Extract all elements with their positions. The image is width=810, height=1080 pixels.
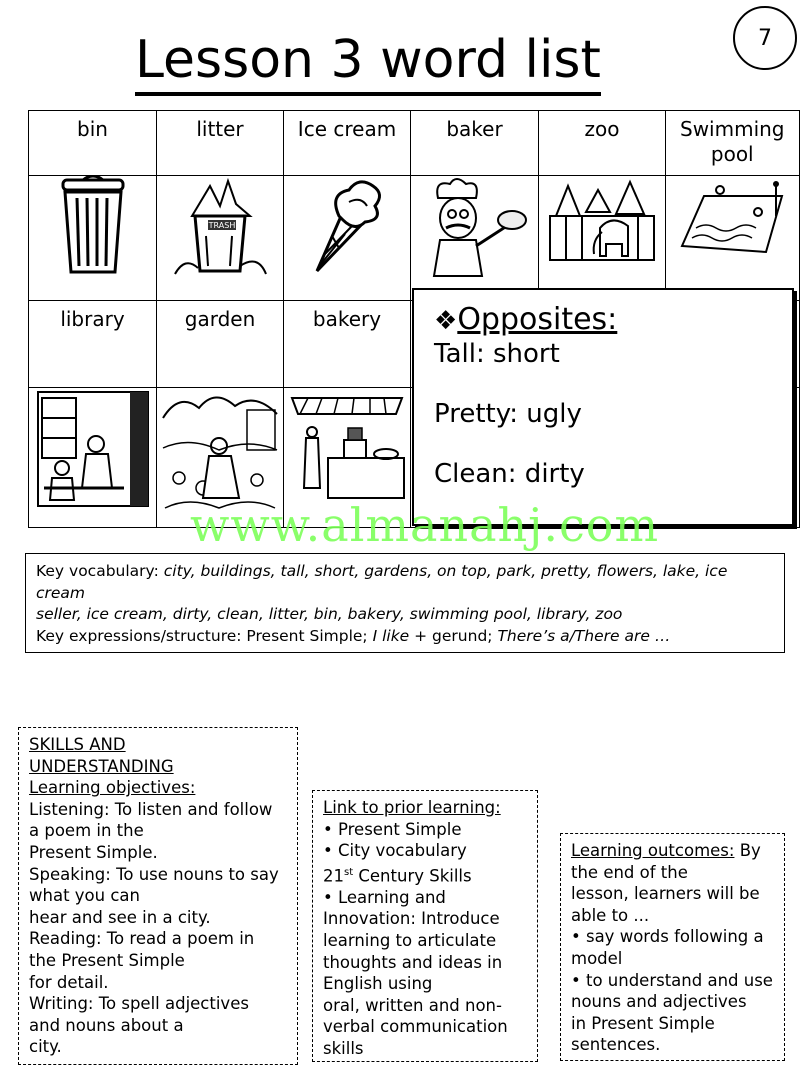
key-vocabulary-box	[25, 553, 785, 653]
word-label: garden	[184, 307, 256, 331]
skills-line: city.	[29, 1037, 62, 1057]
opposite-pair: Tall: short	[434, 339, 560, 369]
garden-icon	[159, 388, 281, 516]
prior-line: • Learning and	[323, 887, 446, 907]
picture-cell	[157, 176, 284, 301]
word-cell	[411, 111, 539, 176]
outcome-line: model	[571, 948, 623, 968]
prior-heading: Link to prior learning:	[323, 798, 501, 817]
skills-line: and nouns about a	[29, 1015, 184, 1035]
prior-line: verbal communication	[323, 1017, 508, 1037]
key-vocab-label: Key vocabulary:	[36, 562, 164, 580]
outcome-line: the end of the	[571, 862, 688, 882]
page-title: Lesson 3 word list	[135, 28, 601, 96]
word-label: baker	[446, 117, 503, 141]
outcome-line: • to understand and use	[571, 970, 773, 990]
word-cell	[29, 111, 157, 176]
prior-line: oral, written and non-	[323, 995, 502, 1015]
skills-line: the Present Simple	[29, 950, 185, 970]
outcome-line: lesson, learners will be	[571, 884, 760, 904]
opposites-heading: Opposites:	[457, 302, 618, 337]
skills-box	[18, 727, 298, 1065]
outcomes-heading: Learning outcomes:	[571, 841, 735, 860]
skills-line: Listening: To listen and follow	[29, 799, 273, 819]
word-cell	[29, 301, 157, 388]
trash-bin-icon	[53, 176, 133, 276]
skills-line: Reading: To read a poem in	[29, 929, 255, 949]
picture-cell	[411, 176, 539, 301]
word-label: library	[60, 307, 125, 331]
word-label: zoo	[584, 117, 620, 141]
learning-outcomes-box: Learning outcomes: By the end of the lesson, learners will be able to ... • say words following a model • to understand and use nouns and adjectives in Present Simple sentences.	[560, 833, 785, 1061]
outcome-line: nouns and adjectives	[571, 992, 747, 1012]
prior-line: thoughts and ideas in	[323, 952, 503, 972]
library-icon	[34, 388, 152, 510]
word-cell	[284, 111, 411, 176]
picture-cell	[666, 176, 800, 301]
opposite-pair: Pretty: ugly	[434, 399, 582, 429]
prior-line: learning to articulate	[323, 931, 497, 951]
prior-line: • Present Simple	[323, 819, 462, 839]
bullet-icon: ❖	[434, 306, 458, 336]
word-cell	[539, 111, 666, 176]
skills-line: Speaking: To use nouns to say	[29, 864, 279, 884]
word-label: Swimming pool	[680, 117, 785, 166]
prior-learning-box	[312, 790, 538, 1062]
word-label: bakery	[312, 307, 382, 331]
prior-line: skills	[323, 1039, 364, 1059]
outcome-line: able to ...	[571, 905, 650, 925]
swimming-pool-icon	[676, 176, 788, 266]
word-cell	[666, 111, 800, 176]
skills-heading: SKILLS AND	[29, 735, 126, 754]
skills-line: a poem in the	[29, 821, 144, 841]
watermark: www.almanahj.com	[190, 498, 660, 552]
skills-line: what you can	[29, 886, 140, 906]
key-vocab-words: city, buildings, tall, short, gardens, on top, park, pretty, flowers, lake, ice cream	[36, 562, 728, 602]
word-cell	[157, 111, 284, 176]
word-label: litter	[196, 117, 244, 141]
zoo-icon	[546, 176, 658, 266]
picture-cell	[539, 176, 666, 301]
litter-icon	[170, 176, 270, 281]
skills-line: Writing: To spell adjectives	[29, 994, 249, 1014]
skills-line: for detail.	[29, 972, 109, 992]
page-number: 7	[733, 6, 797, 70]
prior-line: Innovation: Introduce	[323, 909, 500, 929]
prior-line: • City vocabulary	[323, 841, 467, 861]
opposite-pair: Clean: dirty	[434, 459, 585, 489]
outcome-line: • say words following a	[571, 927, 764, 947]
century-skills: 21st Century Skills	[323, 866, 472, 886]
baker-icon	[420, 176, 530, 281]
objectives-heading: Learning objectives:	[29, 778, 196, 798]
key-vocab-words: seller, ice cream, dirty, clean, litter, bin, bakery, swimming pool, library, zoo	[36, 605, 623, 623]
prior-line: English using	[323, 974, 433, 994]
outcome-line: sentences.	[571, 1035, 661, 1055]
key-expr: I like	[372, 626, 410, 645]
key-expr: + gerund;	[409, 626, 498, 645]
picture-cell	[29, 388, 157, 528]
key-expr: There’s a/There are …	[497, 626, 671, 645]
opposites-box	[412, 288, 794, 526]
word-cell	[284, 301, 411, 388]
skills-line: hear and see in a city.	[29, 907, 211, 927]
outcome-line: in Present Simple	[571, 1013, 715, 1033]
word-label: Ice cream	[297, 117, 397, 141]
ice-cream-icon	[307, 176, 387, 276]
skills-line: Present Simple.	[29, 842, 158, 862]
word-label: bin	[77, 117, 108, 141]
word-cell	[157, 301, 284, 388]
picture-cell	[29, 176, 157, 301]
key-expr-label: Key expressions/structure: Present Simple;	[36, 626, 373, 645]
picture-cell	[284, 176, 411, 301]
bakery-icon	[288, 388, 406, 506]
svg-text:TRASH: TRASH	[208, 221, 236, 230]
skills-heading: UNDERSTANDING	[29, 756, 174, 776]
